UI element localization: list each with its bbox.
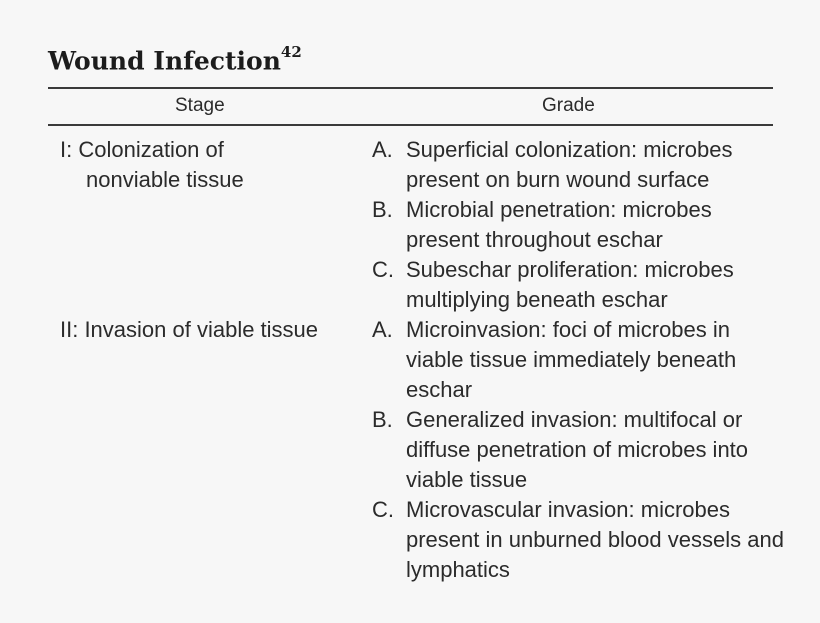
grade-item-1c-text: Subeschar proliferation: microbes multiplying beneath eschar (406, 257, 734, 312)
grade-item-1b-letter: B. (372, 197, 393, 222)
grade-item-1a-letter: A. (372, 137, 393, 162)
grade-item-2b-letter: B. (372, 407, 393, 432)
grade-item-2c-text: Microvascular invasion: microbes present in unburned blood vessels and lymphatics (406, 497, 784, 582)
table-top-rule (48, 87, 773, 89)
stage-cell-1 (60, 135, 360, 195)
table-title-reference: 42 (280, 43, 302, 61)
grade-item-2c (372, 495, 782, 585)
grade-item-2c-letter: C. (372, 497, 394, 522)
grade-item-2b-text: Generalized invasion: multifocal or diffuse penetration of microbes into viable tissue (406, 407, 749, 492)
table-title-text: Wound Infection (48, 46, 281, 76)
grade-item-1c-letter: C. (372, 257, 394, 282)
grade-item-2a-text: Microinvasion: foci of microbes in viable tissue immediately beneath eschar (406, 317, 737, 402)
column-header-grade: Grade (542, 95, 595, 116)
stage-cell-2 (60, 315, 360, 345)
grade-item-1a-text: Superficial colonization: microbes present on burn wound surface (406, 137, 733, 192)
grade-item-2a (372, 315, 782, 405)
table-header-rule (48, 124, 773, 126)
table-title (48, 38, 302, 78)
stage-cell-2-line1: II: Invasion of viable tissue (60, 317, 319, 342)
stage-cell-1-line1: I: Colonization of (60, 137, 224, 162)
stage-cell-1-line2: nonviable tissue (86, 167, 244, 192)
grade-item-1c (372, 255, 782, 315)
grade-item-1b (372, 195, 782, 255)
grade-item-2b (372, 405, 782, 495)
grade-item-1a (372, 135, 782, 195)
grade-item-2a-letter: A. (372, 317, 393, 342)
grade-item-1b-text: Microbial penetration: microbes present throughout eschar (406, 197, 712, 252)
column-header-stage: Stage (175, 95, 225, 116)
